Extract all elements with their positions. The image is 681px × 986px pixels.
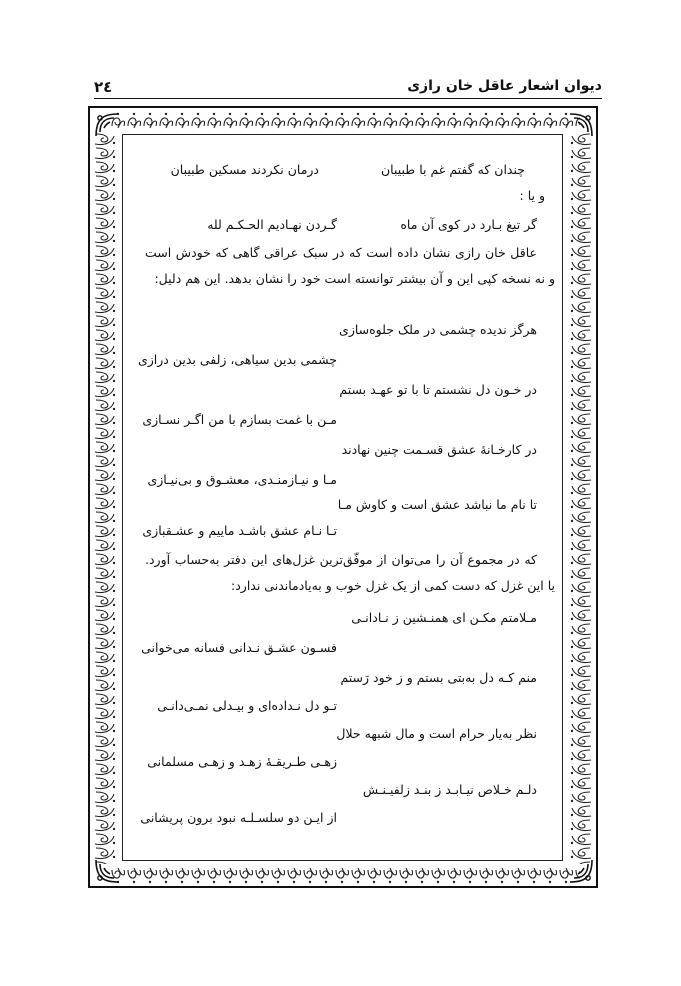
poem-line: در خـون دل نشستم تا با تو عهـد بستم [339,382,537,397]
running-header [94,78,602,100]
page-number: ٢٤ [94,78,113,96]
verse-2-hemistich-2: گـردن نهـادیم الحـکـم لله [207,217,337,232]
poem-line: دلـم خـلاص نیـابـد ز بنـد زلفیـنـش [362,782,537,797]
book-title: دیوان اشعار عاقل خان رازی [407,78,602,94]
connector-text: و یا : [519,188,545,203]
verse-1-hemistich-1: چندان که گفتم غم با طبیبان [381,162,525,177]
poem-line: هرگز ندیده چشمی در ملک جلوه‌سازی [339,322,537,337]
corner-flourish-bottom-left-icon [92,856,122,886]
poem-line: مـلامتم مکـن ای همنـشین ز نـادانـی [351,610,537,625]
poem-line: نظر به‌یار حرام است و مال شبهه حلال [336,726,537,741]
corner-flourish-bottom-right-icon [566,856,596,886]
verse-1-hemistich-2: درمان نکردند مسکین طبیبان [170,162,319,177]
header-rule [94,98,602,99]
poem-line: مـا و نیـازمنـدی، معشـوق و بی‌نیـازی [147,472,337,487]
ornamental-border-right [568,132,594,864]
corner-flourish-top-right-icon [566,110,596,140]
poem-line: تـا نـام عشق باشـد ماییم و عشـقبازی [142,523,337,538]
poem-line: تا نام ما نباشد عشق است و کاوش مـا [337,497,537,512]
poem-line: مـن با غمت بسازم با من اگـر نسـازی [142,412,337,427]
ornamental-border-top [110,110,580,132]
poem-line: چشمی بدین سیاهی، زلفی بدین درازی [137,352,337,367]
poem-line: زهـی طـریقـهٔ زهـد و زهـی مسلمانی [147,754,337,769]
poem-line: در کارخـانهٔ عشق قسـمت چنین نهادند [341,442,537,457]
corner-flourish-top-left-icon [92,110,122,140]
paragraph-2: که در مجموع آن را می‌توان از موفّق‌ترین غزل‌های این دفتر به‌حساب آورد. یا این غزل که دست کمی از یک غزل خوب و به‌یادماندنی ندارد: [145,552,555,593]
paragraph-1: عاقل خان رازی نشان داده است که در سبک عراقی گاهی که خودش است و نه نسخه کپی این و آن بیشتر توانسته است خود را نشان بدهد. این هم دلیل: [145,245,555,286]
poem-line: از ایـن دو سلسـلـه نبود برون پریشانی [140,810,337,825]
ornamental-border-bottom [110,864,580,886]
ornamental-border-left [92,132,118,864]
poem-line: منم کـه دل به‌بتی بستم و ز خود رَستم [340,670,537,685]
poem-line: تـو دل نـداده‌ای و بیـدلی نمـی‌دانـی [157,698,337,713]
poem-line: فسـون عشـق نـدانی فسانه می‌خوانی [141,640,337,655]
verse-2-hemistich-1: گر تیغ بـارد در کوی آن ماه [400,217,537,232]
